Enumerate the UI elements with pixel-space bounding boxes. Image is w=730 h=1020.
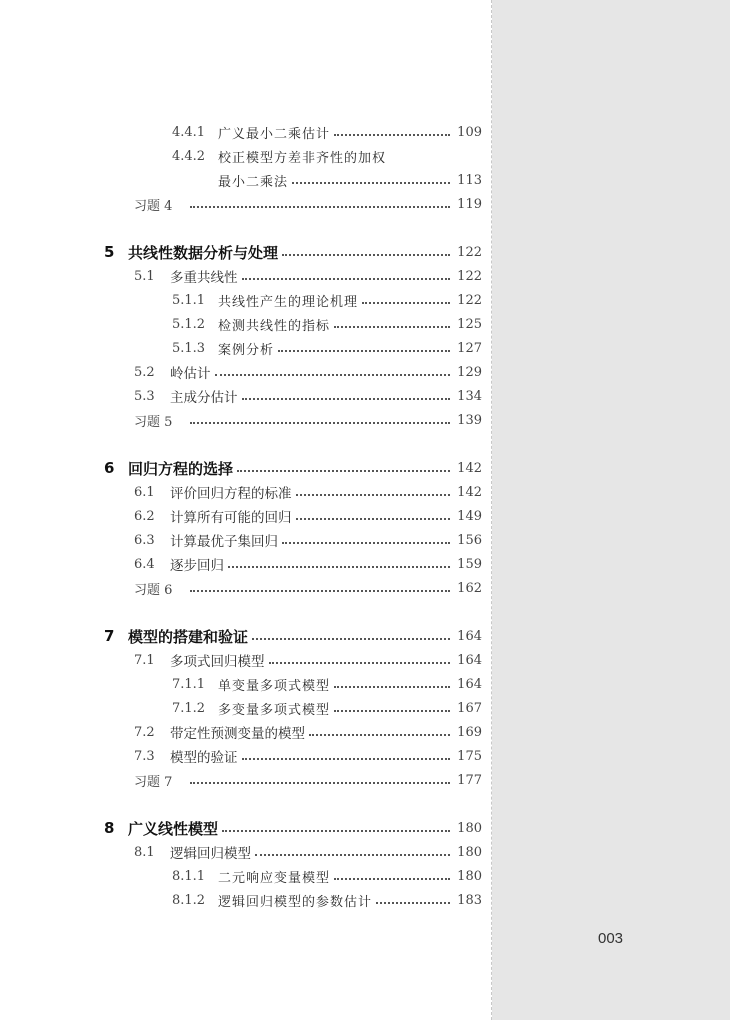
toc-entry-title: 模型的搭建和验证 bbox=[128, 627, 249, 646]
toc-entry-number: 7.3 bbox=[134, 748, 155, 764]
toc-entry-number: 8.1 bbox=[134, 844, 155, 860]
toc-entry-number: 5 bbox=[104, 243, 115, 261]
toc-entry-number: 6.3 bbox=[134, 532, 155, 548]
toc-entry-number: 5.3 bbox=[134, 388, 155, 404]
toc-entry-number: 7.1.2 bbox=[172, 700, 206, 716]
toc-leader-dots bbox=[296, 493, 451, 496]
toc-entry-page: 162 bbox=[457, 580, 482, 596]
toc-entry-page: 122 bbox=[457, 268, 482, 284]
toc-leader-dots bbox=[222, 829, 450, 832]
toc-entry-page: 122 bbox=[457, 244, 482, 260]
toc-entry-title: 评价回归方程的标准 bbox=[170, 486, 292, 502]
toc-entry-page: 109 bbox=[457, 124, 482, 140]
toc-leader-dots bbox=[296, 517, 451, 520]
toc-entry bbox=[134, 744, 482, 768]
toc-entry-page: 113 bbox=[457, 172, 482, 188]
toc-entry bbox=[172, 120, 482, 144]
toc-entry-title: 二元响应变量模型 bbox=[218, 870, 331, 886]
toc-entry-page: 129 bbox=[457, 364, 482, 380]
toc-leader-dots bbox=[242, 397, 451, 400]
toc-entry-title: 多项式回归模型 bbox=[170, 654, 265, 670]
toc-entry bbox=[172, 864, 482, 888]
toc-entry bbox=[172, 888, 482, 912]
toc-entry-number: 7.2 bbox=[134, 724, 155, 740]
toc-entry bbox=[104, 240, 482, 264]
toc-entry-number: 6 bbox=[104, 459, 115, 477]
toc-leader-dots bbox=[255, 853, 450, 856]
toc-entry-number: 8.1.1 bbox=[172, 868, 206, 884]
toc-entry bbox=[134, 264, 482, 288]
toc-leader-dots bbox=[309, 733, 450, 736]
toc-entry-page: 180 bbox=[457, 868, 482, 884]
toc-entry-number: 7.1.1 bbox=[172, 676, 206, 692]
toc-entry-title: 多变量多项式模型 bbox=[218, 702, 331, 718]
toc-entry-page: 149 bbox=[457, 508, 482, 524]
toc-entry-page: 169 bbox=[457, 724, 482, 740]
toc-leader-dots bbox=[362, 301, 450, 304]
page-margin-gray bbox=[492, 0, 730, 1020]
toc-entry bbox=[172, 144, 482, 168]
toc-entry-title: 单变量多项式模型 bbox=[218, 678, 331, 694]
toc-entry-title: 岭估计 bbox=[170, 366, 211, 382]
toc-entry-page: 180 bbox=[457, 844, 482, 860]
toc-entry bbox=[134, 480, 482, 504]
toc-entry-number: 4.4.1 bbox=[172, 124, 206, 140]
toc-entry bbox=[134, 192, 482, 216]
toc-entry-number: 6.2 bbox=[134, 508, 155, 524]
toc-leader-dots bbox=[334, 133, 450, 136]
toc-entry-number: 4.4.2 bbox=[172, 148, 206, 164]
toc-entry bbox=[134, 384, 482, 408]
toc-leader-dots bbox=[190, 205, 450, 208]
toc-leader-dots bbox=[190, 421, 450, 424]
toc-entry-number: 习题 7 bbox=[134, 774, 173, 790]
toc-entry bbox=[172, 696, 482, 720]
toc-entry-page: 119 bbox=[457, 196, 482, 212]
toc-entry-title: 带定性预测变量的模型 bbox=[170, 726, 305, 742]
toc-entry bbox=[134, 576, 482, 600]
toc-entry-title: 共线性产生的理论机理 bbox=[218, 294, 359, 310]
toc-entry bbox=[172, 288, 482, 312]
toc-entry bbox=[104, 456, 482, 480]
toc-leader-dots bbox=[242, 757, 451, 760]
toc-entry-page: 167 bbox=[457, 700, 482, 716]
toc-entry-title: 多重共线性 bbox=[170, 270, 238, 286]
toc-entry-page: 142 bbox=[457, 460, 482, 476]
toc-entry-page: 180 bbox=[457, 820, 482, 836]
toc-entry-page: 125 bbox=[457, 316, 482, 332]
toc-leader-dots bbox=[215, 373, 451, 376]
toc-leader-dots bbox=[334, 325, 450, 328]
toc-entry bbox=[172, 312, 482, 336]
toc-entry-title: 模型的验证 bbox=[170, 750, 238, 766]
toc-entry bbox=[172, 168, 482, 192]
toc-entry bbox=[134, 720, 482, 744]
toc-entry-page: 127 bbox=[457, 340, 482, 356]
toc-entry-number: 7.1 bbox=[134, 652, 155, 668]
toc-entry-title: 回归方程的选择 bbox=[128, 459, 234, 478]
toc-entry-number: 8.1.2 bbox=[172, 892, 206, 908]
toc-entry bbox=[134, 528, 482, 552]
toc-leader-dots bbox=[237, 469, 450, 472]
toc-leader-dots bbox=[282, 253, 450, 256]
toc-entry bbox=[134, 768, 482, 792]
toc-entry-number: 习题 5 bbox=[134, 414, 173, 430]
toc-entry-title: 广义最小二乘估计 bbox=[218, 126, 331, 142]
page-number: 003 bbox=[598, 930, 624, 947]
toc-leader-dots bbox=[269, 661, 451, 664]
toc-entry-number: 6.1 bbox=[134, 484, 155, 500]
toc-entry-page: 159 bbox=[457, 556, 482, 572]
toc-entry bbox=[172, 672, 482, 696]
toc-entry-number: 5.1.2 bbox=[172, 316, 206, 332]
toc-entry bbox=[134, 360, 482, 384]
toc-leader-dots bbox=[376, 901, 450, 904]
toc-entry-page: 164 bbox=[457, 676, 482, 692]
toc-entry-title: 广义线性模型 bbox=[128, 819, 219, 838]
toc-entry-title: 最小二乘法 bbox=[218, 174, 289, 190]
toc-entry-page: 175 bbox=[457, 748, 482, 764]
toc-entry-title: 共线性数据分析与处理 bbox=[128, 243, 279, 262]
toc-entry-number: 习题 6 bbox=[134, 582, 173, 598]
toc-entry-page: 177 bbox=[457, 772, 482, 788]
toc-entry bbox=[134, 504, 482, 528]
toc-entry-title: 计算最优子集回归 bbox=[170, 534, 278, 550]
toc-entry bbox=[134, 648, 482, 672]
toc-entry-title: 校正模型方差非齐性的加权 bbox=[218, 150, 387, 166]
toc-entry bbox=[134, 408, 482, 432]
toc-entry bbox=[172, 336, 482, 360]
toc-leader-dots bbox=[190, 589, 450, 592]
toc-entry-number: 5.1 bbox=[134, 268, 155, 284]
toc-entry-title: 检测共线性的指标 bbox=[218, 318, 331, 334]
toc-leader-dots bbox=[278, 349, 450, 352]
toc-entry-page: 183 bbox=[457, 892, 482, 908]
toc-entry-title: 逐步回归 bbox=[170, 558, 224, 574]
toc-leader-dots bbox=[242, 277, 451, 280]
toc-leader-dots bbox=[334, 685, 450, 688]
toc-entry-number: 5.1.1 bbox=[172, 292, 206, 308]
toc-entry bbox=[104, 816, 482, 840]
toc-entry-page: 122 bbox=[457, 292, 482, 308]
toc-entry-page: 156 bbox=[457, 532, 482, 548]
toc-entry-number: 8 bbox=[104, 819, 115, 837]
toc-entry bbox=[134, 840, 482, 864]
toc-entry bbox=[104, 624, 482, 648]
toc-leader-dots bbox=[228, 565, 450, 568]
toc-leader-dots bbox=[252, 637, 450, 640]
toc-entry-page: 142 bbox=[457, 484, 482, 500]
toc-entry-page: 134 bbox=[457, 388, 482, 404]
toc-leader-dots bbox=[292, 181, 450, 184]
toc-entry-number: 5.1.3 bbox=[172, 340, 206, 356]
toc-leader-dots bbox=[334, 709, 450, 712]
toc-entry-page: 139 bbox=[457, 412, 482, 428]
toc-entry-page: 164 bbox=[457, 628, 482, 644]
toc-entry-title: 主成分估计 bbox=[170, 390, 238, 406]
toc-leader-dots bbox=[334, 877, 450, 880]
toc-entry-number: 习题 4 bbox=[134, 198, 173, 214]
toc-entry-number: 5.2 bbox=[134, 364, 155, 380]
toc-entry-number: 7 bbox=[104, 627, 115, 645]
toc-entry-page: 164 bbox=[457, 652, 482, 668]
toc-leader-dots bbox=[282, 541, 450, 544]
toc-leader-dots bbox=[190, 781, 450, 784]
toc-entry-title: 逻辑回归模型 bbox=[170, 846, 251, 862]
toc-entry-title: 案例分析 bbox=[218, 342, 275, 358]
toc-entry-title: 计算所有可能的回归 bbox=[170, 510, 292, 526]
toc-entry bbox=[134, 552, 482, 576]
toc-entry-number: 6.4 bbox=[134, 556, 155, 572]
toc-entry-title: 逻辑回归模型的参数估计 bbox=[218, 894, 373, 910]
